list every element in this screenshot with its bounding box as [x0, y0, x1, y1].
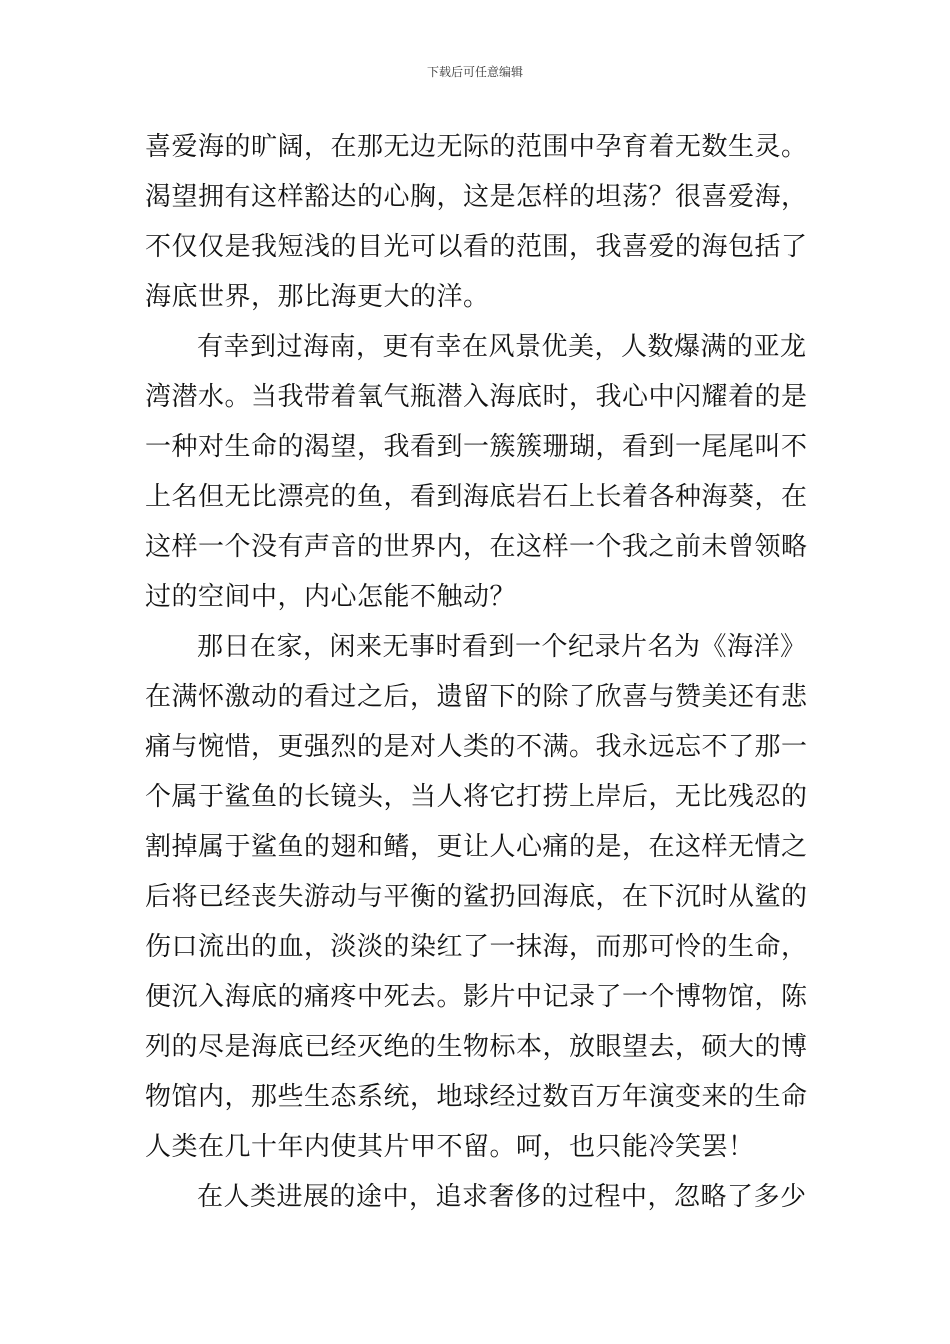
- text-line: 这样一个没有声音的世界内，在这样一个我之前未曾领略: [145, 532, 808, 562]
- text-line: 在满怀激动的看过之后，遗留下的除了欣喜与赞美还有悲: [145, 682, 808, 712]
- text-line: 海底世界，那比海更大的洋。: [145, 282, 490, 312]
- text-line: 上名但无比漂亮的鱼，看到海底岩石上长着各种海葵，在: [145, 482, 808, 512]
- paragraph-4: [145, 1172, 815, 1222]
- paragraph-1: [145, 122, 815, 322]
- text-line: 伤口流出的血，淡淡的染红了一抹海，而那可怜的生命，: [145, 932, 808, 962]
- text-line: 个属于鲨鱼的长镜头，当人将它打捞上岸后，无比残忍的: [145, 782, 808, 812]
- text-line: 一种对生命的渴望，我看到一簇簇珊瑚，看到一尾尾叫不: [145, 432, 808, 462]
- paragraph-2: [145, 322, 815, 622]
- text-line: 割掉属于鲨鱼的翅和鳍，更让人心痛的是，在这样无情之: [145, 832, 808, 862]
- text-line: 后将已经丧失游动与平衡的鲨扔回海底，在下沉时从鲨的: [145, 882, 808, 912]
- text-line: 在人类进展的途中，追求奢侈的过程中，忽略了多少: [197, 1182, 807, 1212]
- text-line: 不仅仅是我短浅的目光可以看的范围，我喜爱的海包括了: [145, 232, 808, 262]
- page-header-note: 下载后可任意编辑: [426, 65, 523, 79]
- paragraph-3: [145, 622, 815, 1172]
- text-line: 有幸到过海南，更有幸在风景优美，人数爆满的亚龙: [197, 332, 807, 362]
- text-line: 人类在几十年内使其片甲不留。呵，也只能冷笑罢！: [145, 1132, 755, 1162]
- text-line: 过的空间中，内心怎能不触动？: [145, 582, 517, 612]
- text-line: 物馆内，那些生态系统，地球经过数百万年演变来的生命: [145, 1082, 808, 1112]
- text-line: 痛与惋惜，更强烈的是对人类的不满。我永远忘不了那一: [145, 732, 808, 762]
- text-line: 那日在家，闲来无事时看到一个纪录片名为《海洋》: [197, 632, 807, 662]
- text-line: 湾潜水。当我带着氧气瓶潜入海底时，我心中闪耀着的是: [145, 382, 808, 412]
- text-line: 喜爱海的旷阔，在那无边无际的范围中孕育着无数生灵。: [145, 132, 808, 162]
- document-body: [145, 122, 815, 1222]
- text-line: 便沉入海底的痛疼中死去。影片中记录了一个博物馆，陈: [145, 982, 808, 1012]
- text-line: 列的尽是海底已经灭绝的生物标本，放眼望去，硕大的博: [145, 1032, 808, 1062]
- text-line: 渴望拥有这样豁达的心胸，这是怎样的坦荡？很喜爱海，: [145, 182, 808, 212]
